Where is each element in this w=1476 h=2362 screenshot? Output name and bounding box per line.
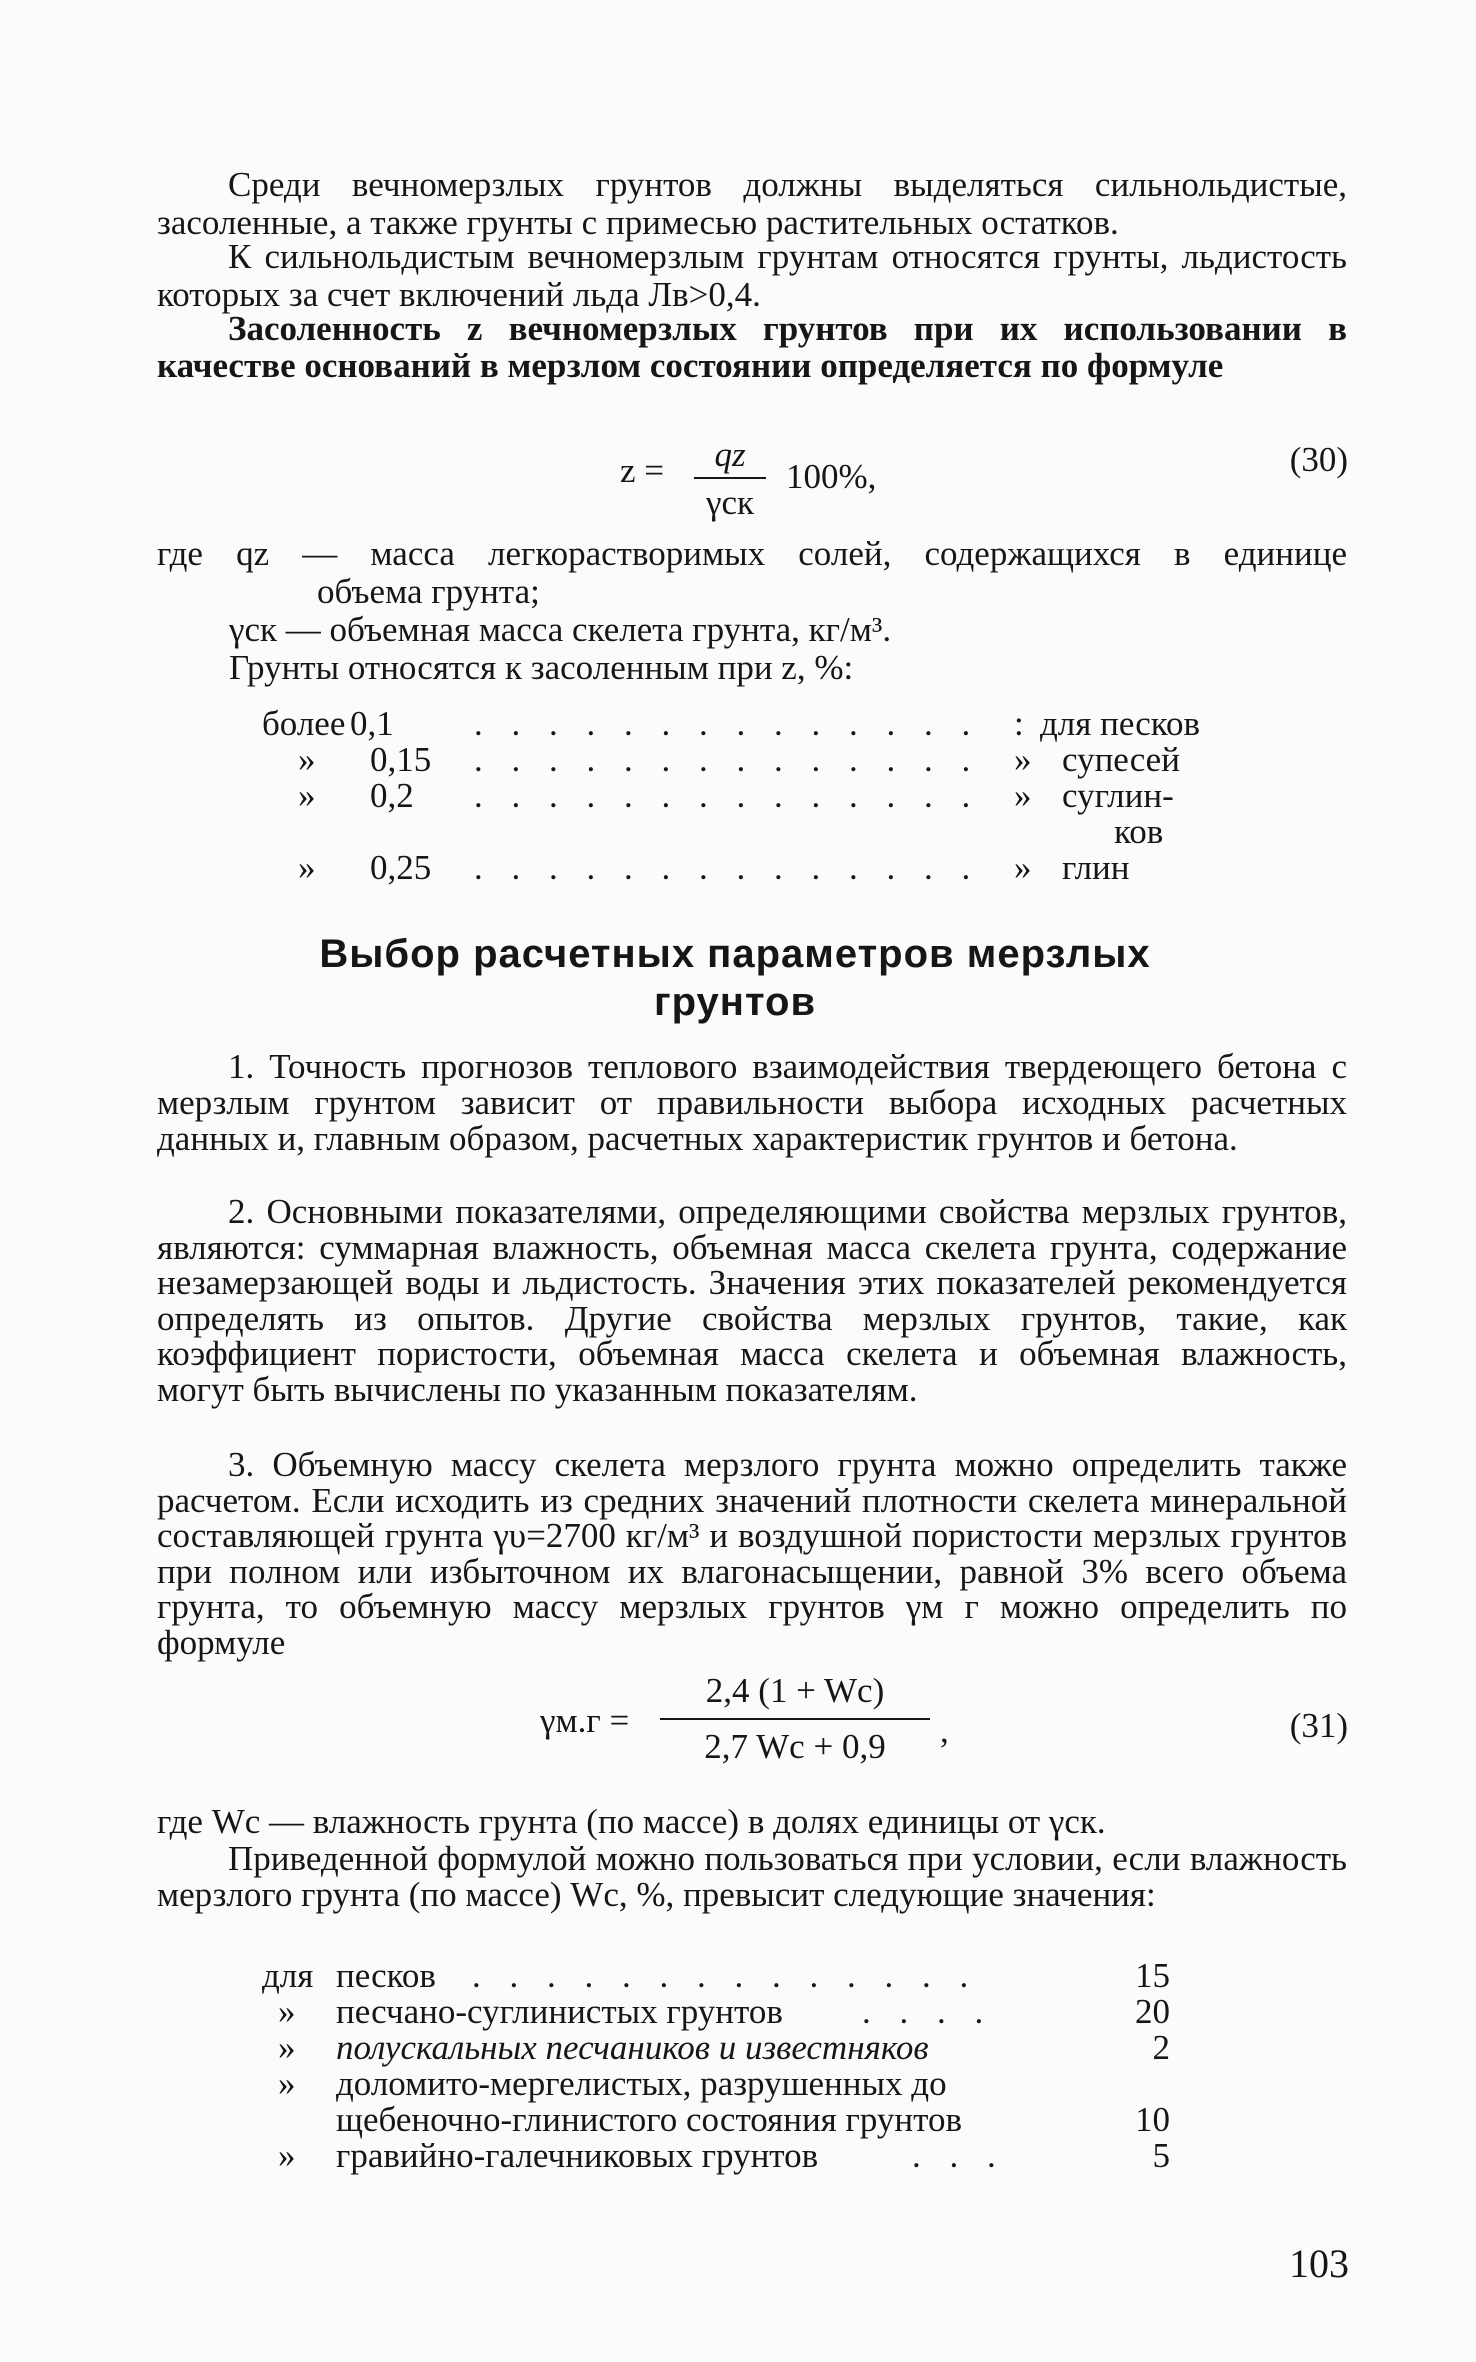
formula-30-legend: [157, 535, 1347, 687]
formula-31-lhs: γм.г =: [540, 1701, 630, 1740]
heading-line-1: Выбор расчетных параметров мерзлых: [319, 932, 1151, 976]
dot-leader: . . .: [912, 2138, 1006, 2174]
legend-qz-cont: объема грунта;: [317, 572, 540, 611]
row-sep: »: [1014, 776, 1032, 815]
row-prefix: »: [298, 848, 316, 887]
row-label: песков: [336, 1956, 436, 1995]
legend-saline-criteria: Грунты относятся к засоленным при z, %:: [229, 648, 854, 687]
formula-31-denominator: 2,7 Wc + 0,9: [704, 1727, 886, 1766]
paragraph-ice-rich-soils: Среди вечномерзлых грунтов должны выделяться сильнольдистые, засоленные, а также грунты с примесью растительных остатков.: [157, 165, 1347, 242]
row-label: песчано-суглинистых грунтов: [336, 1992, 783, 2031]
row-label: гравийно-галечниковых грунтов: [336, 2136, 819, 2175]
formula-31-numerator: 2,4 (1 + Wc): [705, 1671, 885, 1710]
equation-number-31: (31): [1289, 1706, 1348, 1745]
dot-leader: . . . . . . . . . . . . . .: [474, 778, 981, 814]
paragraph-salinity-intro: Засоленность z вечномерзлых грунтов при их использовании в качестве оснований в мерзлом состоянии определяется по формуле: [157, 309, 1347, 385]
row-prefix: для: [262, 1956, 314, 1995]
row-label: доломито-мергелистых, разрушенных до: [336, 2064, 947, 2103]
row-value: 10: [1135, 2100, 1170, 2139]
row-value: 0,1: [350, 704, 394, 743]
page-number: 103: [1289, 2241, 1349, 2286]
row-value: 5: [1152, 2136, 1170, 2175]
formula-31-tail: ,: [940, 1711, 949, 1750]
row-prefix: »: [278, 1992, 296, 2031]
row-sep: :: [1014, 704, 1024, 743]
dot-leader: . . . . . . . . . . . . . .: [474, 742, 981, 778]
dot-leader: . . . . . . . . . . . . . .: [474, 706, 981, 742]
row-prefix: более: [262, 704, 346, 743]
row-label: для песков: [1040, 704, 1201, 743]
formula-31-fraction: [660, 1672, 930, 1772]
formula-30-lhs: z =: [620, 451, 665, 490]
equation-number-30: (30): [1289, 440, 1348, 479]
row-label-cont: ков: [1114, 812, 1164, 851]
row-prefix: »: [278, 2136, 296, 2175]
formula-30-denominator: γск: [705, 483, 754, 522]
dot-leader: . . . .: [862, 1994, 994, 2030]
row-value: 2: [1152, 2028, 1170, 2067]
paragraph-ice-content: К сильнольдистым вечномерзлым грунтам относятся грунты, льдистость которых за счет включений льда Лв>0,4.: [157, 237, 1347, 314]
formula-30-tail: 100%,: [786, 457, 877, 496]
legend-wc: где Wc — влажность грунта (по массе) в долях единицы от γск.: [157, 1802, 1106, 1841]
row-label: суглин-: [1062, 776, 1174, 815]
dot-leader: . . . . . . . . . . . . . .: [474, 850, 981, 886]
row-label: глин: [1062, 848, 1130, 887]
formula-30-fraction-bar: [694, 477, 766, 479]
row-value: 0,25: [370, 848, 432, 887]
heading-line-2: грунтов: [653, 980, 817, 1024]
item-1: 1. Точность прогнозов теплового взаимодействия твердеющего бетона с мерзлым грунтом зависит от правильности выбора исходных расчетных данных и, главным образом, расчетных характеристик грунтов и бетона.: [157, 1047, 1347, 1158]
row-label: супесей: [1062, 740, 1180, 779]
item-2: 2. Основными показателями, определяющими свойства мерзлых грунтов, являются: суммарная влажность, объемная масса скелета грунта, содержание незамерзающей воды и льдистость. Значения этих показателей рекомендуется определять из опытов. Другие свойства мерзлых грунтов, такие, как коэффициент пористости, объемная масса скелета и объемная влажность, могут быть вычислены по указанным показателям.: [157, 1192, 1347, 1409]
row-prefix: »: [298, 776, 316, 815]
saline-soils-list: [262, 706, 1242, 896]
legend-qz: где qz — масса легкорастворимых солей, содержащихся в единице: [157, 534, 1347, 573]
row-label: полускальных песчаников и известняков: [336, 2028, 929, 2067]
row-value: 0,2: [370, 776, 414, 815]
paragraph-formula-conditions: Приведенной формулой можно пользоваться при условии, если влажность мерзлого грунта (по массе) Wc, %, превысит следующие значения:: [157, 1839, 1347, 1914]
dot-leader: . . . . . . . . . . . . . .: [472, 1958, 979, 1994]
row-value: 0,15: [370, 740, 432, 779]
moisture-thresholds-list: [262, 1956, 1170, 2188]
row-value: 15: [1135, 1956, 1170, 1995]
formula-31-fraction-bar: [660, 1718, 930, 1720]
row-sep: »: [1014, 740, 1032, 779]
row-label-cont: щебеночно-глинистого состояния грунтов: [336, 2100, 963, 2139]
formula-31: [540, 1672, 980, 1772]
section-heading: [300, 930, 1170, 1026]
row-prefix: »: [278, 2028, 296, 2067]
item-3: 3. Объемную массу скелета мерзлого грунта можно определить также расчетом. Если исходить из средних значений плотности скелета минеральной составляющей грунта γυ=2700 кг/м³ и воздушной пористости мерзлых грунтов при полном или избыточном их влагонасыщении, равной 3% всего объема грунта, то объемную массу мерзлых грунтов γм г можно определить по формуле: [157, 1445, 1347, 1662]
row-prefix: »: [278, 2064, 296, 2103]
row-value: 20: [1135, 1992, 1170, 2031]
formula-30-fraction: [694, 435, 766, 532]
formula-30: [620, 435, 900, 534]
formula-30-numerator: qz: [714, 435, 746, 474]
row-sep: »: [1014, 848, 1032, 887]
row-prefix: »: [298, 740, 316, 779]
legend-gamma-sk: γск — объемная масса скелета грунта, кг/м³.: [229, 610, 892, 649]
